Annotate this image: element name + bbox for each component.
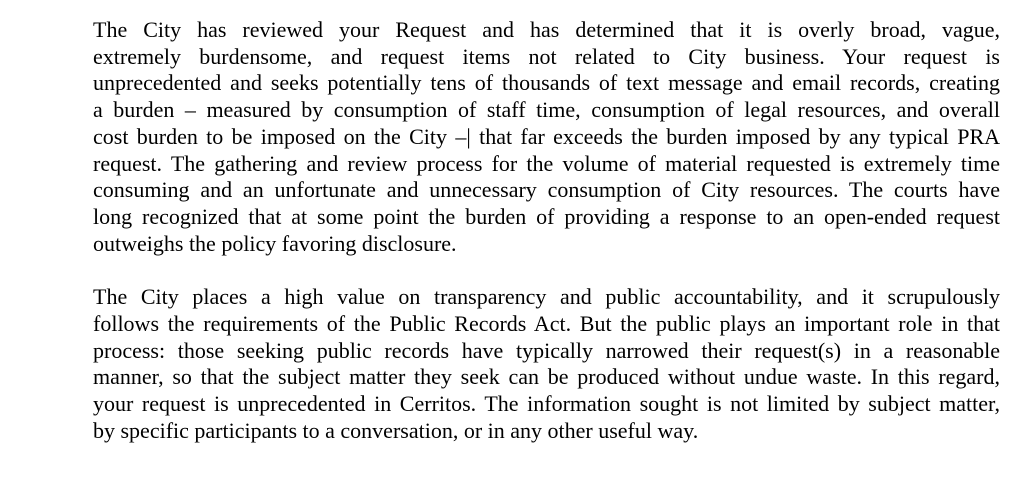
text-line: process: those seeking public records have typically narrowed their request(s) in a reasonable bbox=[93, 337, 1000, 363]
document-body bbox=[16, 17, 1000, 445]
text-line: your request is unprecedented in Cerritos. The information sought is not limited by subject matter, bbox=[93, 391, 1000, 417]
text-line: long recognized that at some point the burden of providing a response to an open-ended request bbox=[93, 203, 1000, 229]
text-line: cost burden to be imposed on the City –| that far exceeds the burden imposed by any typical PRA bbox=[93, 123, 1000, 149]
text-line: consuming and an unfortunate and unnecessary consumption of City resources. The courts have bbox=[93, 177, 1000, 203]
text-line: follows the requirements of the Public Records Act. But the public plays an important role in that bbox=[93, 311, 1000, 337]
text-line: request. The gathering and review process for the volume of material requested is extremely time bbox=[93, 150, 1000, 176]
text-line: manner, so that the subject matter they seek can be produced without undue waste. In this regard, bbox=[93, 364, 1000, 390]
text-line: The City places a high value on transparency and public accountability, and it scrupulously bbox=[93, 284, 1000, 310]
paragraph-burden bbox=[16, 17, 1000, 257]
text-line: by specific participants to a conversation, or in any other useful way. bbox=[93, 417, 699, 443]
text-line: outweighs the policy favoring disclosure. bbox=[93, 230, 457, 256]
text-line: The City has reviewed your Request and has determined that it is overly broad, vague, bbox=[93, 17, 1000, 42]
text-line: extremely burdensome, and request items not related to City business. Your request is bbox=[93, 43, 1000, 69]
text-line: unprecedented and seeks potentially tens of thousands of text message and email records, creating bbox=[93, 70, 1000, 96]
text-line: a burden – measured by consumption of staff time, consumption of legal resources, and overall bbox=[93, 97, 1000, 123]
paragraph-transparency bbox=[16, 284, 1000, 444]
